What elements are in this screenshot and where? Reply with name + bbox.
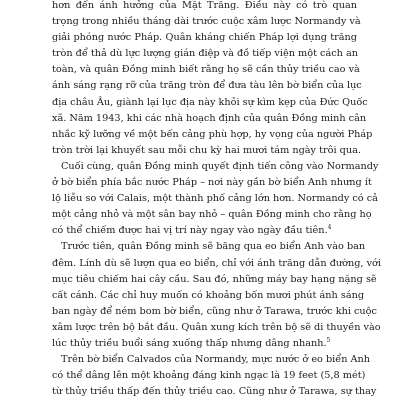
paragraph-1 xyxy=(52,0,373,159)
text-line: toàn, và quân Đồng minh biết rằng họ sẽ cần thủy triều cao và xyxy=(52,64,360,76)
text-line: từ thủy triều thấp đến thủy triều cao. Cũng như ở Tarawa, sự thay xyxy=(52,386,377,398)
footnote-marker: 5 xyxy=(326,336,331,344)
text-line: ở bờ biển phía bắc nước Pháp – nơi này gần bờ biển Anh nhưng ít xyxy=(52,177,372,189)
text-line: đêm. Lính dù sẽ lượn qua eo biển, chỉ với ánh trăng dẫn đường, với xyxy=(52,257,381,269)
text-line-content: có thể chiếm được hai vị trí này ngay vào ngày đầu tiên. xyxy=(52,225,328,237)
text-line: cất cánh. Các chỉ huy muốn có khoảng bốn mươi phút ánh sáng xyxy=(52,289,365,301)
text-line: Trên bờ biển Calvados của Normandy, mực nước ở eo biển Anh xyxy=(61,354,371,366)
text-line xyxy=(52,336,357,352)
text-line: ánh sáng rạng rỡ của trăng tròn để đưa tàu lên bờ biển của lục xyxy=(52,80,362,92)
text-line: xã. Năm 1943, khi các nhà hoạch định của quân Đồng minh cân xyxy=(52,112,367,124)
footnote-marker: 4 xyxy=(327,224,332,232)
text-line: Cuối cùng, quân Đồng minh quyết định tiến công vào Normandy xyxy=(61,160,379,172)
paragraph-3 xyxy=(52,239,381,352)
text-line xyxy=(52,223,357,239)
text-line-content: lúc thủy triều buổi sáng xuống thấp nhưng dâng nhanh. xyxy=(52,337,327,349)
text-line: trọng trong nhiều tháng dài trước cuộc xâm lược Normandy và xyxy=(52,16,361,28)
text-line: một cảng nhỏ và một sân bay nhỏ – quân Đồng minh cho rằng họ xyxy=(52,209,372,221)
text-line: xâm lược trên bộ bắt đầu. Quân xung kích trên bộ sẽ di thuyền vào xyxy=(52,321,381,333)
text-line: nhắc kỹ lưỡng về một bến cảng phù hợp, hy vọng của người Pháp xyxy=(52,128,373,140)
text-line: ban ngày để ném bom bờ biển, cũng như ở Tarawa, trước khi cuộc xyxy=(52,305,377,317)
paragraph-4 xyxy=(52,352,377,400)
text-line: tròn để thả dù lực lượng gián điệp và đồ tiếp viện một cách an xyxy=(52,48,359,60)
body-text xyxy=(52,0,381,400)
text-line: tròn trời lại khuyết sau mỗi chu kỳ hai mươi tám ngày trôi qua. xyxy=(52,144,361,156)
paragraph-2 xyxy=(52,159,379,239)
text-line: Trước tiên, quân Đồng minh sẽ băng qua eo biển Anh vào ban xyxy=(61,241,366,253)
text-line: lộ liễu so với Calais, một thành phố cảng lớn hơn. Normandy có cả xyxy=(52,193,378,205)
text-line: giải phóng nước Pháp. Quân kháng chiến Pháp lợi dụng trăng xyxy=(52,32,357,44)
text-line: mục tiêu chiếm hai cây cầu. Sau đó, những máy bay hạng nặng sẽ xyxy=(52,273,377,285)
text-line: địa châu Âu, giành lại lục địa này khỏi sự kìm kẹp của Đức Quốc xyxy=(52,96,368,108)
text-line: hơn đến ánh hưởng của Mặt Trăng. Điều này có trò quan xyxy=(52,0,357,11)
text-line: có thể dâng lên một khoảng đáng kinh ngạc là 19 feet (5,8 mét) xyxy=(52,370,366,382)
